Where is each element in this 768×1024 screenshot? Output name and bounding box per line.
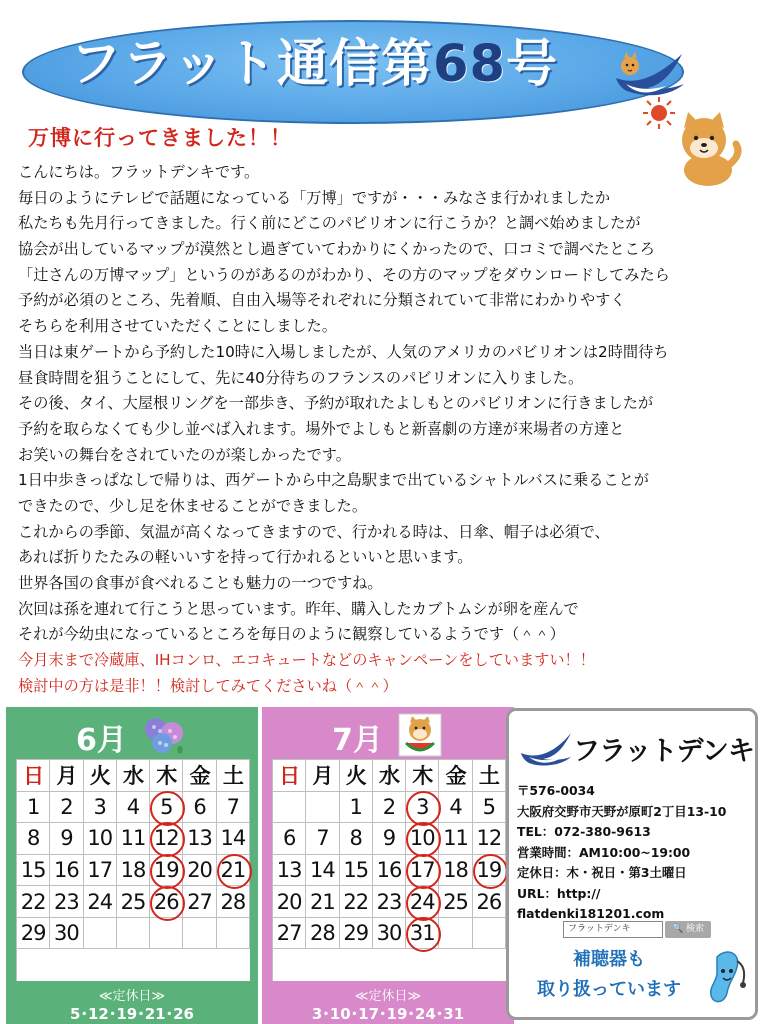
day-cell: 4: [117, 792, 150, 824]
day-cell: 26: [473, 886, 506, 918]
day-cell: 21: [306, 886, 339, 918]
article-body: [18, 160, 758, 699]
search-box: [563, 921, 713, 938]
article-line: 当日は東ゲートから予約した10時に入場しましたが、人気のアメリカのパビリオンは2時間待ち: [18, 342, 669, 361]
closed-day-cell: 10: [406, 823, 439, 855]
hearing-line: 取り扱っています: [537, 979, 681, 1000]
company-name: フラットデンキ: [573, 736, 754, 767]
day-cell: 17: [84, 855, 117, 887]
closed-day-cell: 21: [217, 855, 250, 887]
issue-number: 68: [432, 35, 506, 94]
article-line: 協会が出しているマップが漠然とし過ぎていてわかりにくかったので、口コミで調べたところ: [18, 240, 655, 259]
day-cell: 13: [183, 823, 216, 855]
article-line: こんにちは。フラットデンキです。: [18, 163, 260, 181]
month-label: 6月: [76, 723, 127, 758]
empty-day-cell: [183, 918, 216, 950]
hearing-line: 補聴器も: [573, 949, 645, 970]
day-cell: 3: [84, 792, 117, 824]
article-line: それが今幼虫になっているところを毎日のように観察しているようです（＾＾）: [18, 625, 565, 644]
day-cell: 15: [17, 855, 50, 887]
closed-day-cell: 3: [406, 792, 439, 824]
article-line: お笑いの舞台をされていたのが楽しかったです。: [18, 445, 351, 464]
newsletter-title: [70, 30, 630, 100]
company-details: [517, 781, 753, 925]
calendar-june: [6, 707, 258, 1024]
day-cell: 28: [217, 886, 250, 918]
weekday-header: 木: [406, 760, 439, 792]
day-cell: 29: [340, 918, 373, 950]
empty-day-cell: [306, 792, 339, 824]
postal-code: 〒576-0034: [517, 783, 595, 798]
title-suffix: 号: [505, 35, 558, 94]
title-prefix: フラット通信第: [70, 35, 433, 94]
article-line: 世界各国の食事が食べれることも魅力の一つですね。: [18, 574, 383, 592]
calendar-july: [262, 707, 514, 1024]
empty-day-cell: [273, 792, 306, 824]
article-line: その後、タイ、大屋根リングを一部歩き、予約が取れたよしもとのパビリオンに行きましたが: [18, 394, 654, 413]
closed-day-cell: 19: [150, 855, 183, 887]
month-label: 7月: [332, 723, 383, 758]
day-cell: 20: [183, 855, 216, 887]
article-line: あれば折りたたみの軽いいすを持って行かれるといいと思います。: [18, 548, 473, 567]
calendar-header: [6, 707, 258, 757]
empty-day-cell: [117, 918, 150, 950]
day-cell: 15: [340, 855, 373, 887]
day-cell: 22: [340, 886, 373, 918]
day-cell: 7: [217, 792, 250, 824]
day-cell: 5: [473, 792, 506, 824]
swallow-with-dog-icon: [612, 44, 686, 100]
day-cell: 29: [17, 918, 50, 950]
day-cell: 11: [439, 823, 472, 855]
article-line: できたので、少し足を休ませることができました。: [18, 496, 368, 515]
day-cell: 23: [50, 886, 83, 918]
closed-day-cell: 12: [150, 823, 183, 855]
weekday-header: 火: [340, 760, 373, 792]
weekday-header: 月: [50, 760, 83, 792]
calendar-header: [262, 707, 514, 757]
weekday-header: 火: [84, 760, 117, 792]
weekday-header: 月: [306, 760, 339, 792]
day-cell: 6: [183, 792, 216, 824]
holiday-label: ≪定休日≫: [98, 989, 166, 1004]
day-cell: 8: [17, 823, 50, 855]
flat-denki-logo: [519, 727, 755, 767]
address: 大阪府交野市天野が原町2丁目13-10: [517, 803, 727, 819]
article-line: 私たちも先月行ってきました。行く前にどこのパビリオンに行こうか？と調べ始めましたが: [18, 214, 641, 233]
day-cell: 8: [340, 823, 373, 855]
day-cell: 11: [117, 823, 150, 855]
day-cell: 27: [183, 886, 216, 918]
swallow-logo-icon: [519, 727, 573, 767]
hearing-aid-mascot-icon: [703, 947, 749, 1009]
day-cell: 30: [373, 918, 406, 950]
article-line: そちらを利用させていただくことにしました。: [18, 317, 337, 336]
day-cell: 25: [439, 886, 472, 918]
day-cell: 25: [117, 886, 150, 918]
closed-days: 定休日：木・祝日・第3土曜日: [517, 865, 687, 880]
day-cell: 7: [306, 823, 339, 855]
weekday-header: 金: [439, 760, 472, 792]
day-cell: 6: [273, 823, 306, 855]
day-cell: 20: [273, 886, 306, 918]
empty-day-cell: [150, 918, 183, 950]
campaign-line: 今月末まで冷蔵庫、IHコンロ、エコキュートなどのキャンペーンをしていますい！！: [18, 651, 595, 670]
calendar-grid: [16, 759, 250, 981]
closed-day-cell: 17: [406, 855, 439, 887]
article-line: 「辻さんの万博マップ」というのがあるのがわかり、その方のマップをダウンロードしてみたら: [18, 265, 670, 284]
holiday-dates: 3･10･17･19･24･31: [311, 1005, 465, 1023]
empty-day-cell: [439, 918, 472, 950]
weekday-header: 木: [150, 760, 183, 792]
day-cell: 22: [17, 886, 50, 918]
empty-day-cell: [84, 918, 117, 950]
article-heading: 万博に行ってきました！！: [28, 126, 292, 150]
holiday-label: ≪定休日≫: [354, 989, 422, 1004]
company-info-box: [506, 708, 758, 1020]
weekday-header: 土: [473, 760, 506, 792]
campaign-line: 検討中の方は是非！！検討してみてくださいね（＾＾）: [18, 676, 398, 695]
search-button[interactable]: 🔍 検索: [665, 921, 711, 938]
day-cell: 10: [84, 823, 117, 855]
day-cell: 28: [306, 918, 339, 950]
day-cell: 12: [473, 823, 506, 855]
day-cell: 18: [117, 855, 150, 887]
day-cell: 4: [439, 792, 472, 824]
weekday-header: 水: [373, 760, 406, 792]
calendar-grid: [272, 759, 506, 981]
weekday-header: 日: [273, 760, 306, 792]
article-line: 次回は孫を連れて行こうと思っています。昨年、購入したカブトムシが卵を産んで: [18, 599, 579, 618]
day-cell: 1: [17, 792, 50, 824]
day-cell: 2: [50, 792, 83, 824]
search-input[interactable]: フラットデンキ: [563, 921, 663, 938]
weekday-header: 土: [217, 760, 250, 792]
day-cell: 9: [373, 823, 406, 855]
day-cell: 9: [50, 823, 83, 855]
day-cell: 14: [306, 855, 339, 887]
url-label: URL：http://: [517, 885, 601, 901]
day-cell: 16: [50, 855, 83, 887]
url-domain: flatdenki181201.com: [517, 906, 665, 921]
business-hours: 営業時間：AM10:00~19:00: [517, 844, 691, 860]
phone: TEL：072-380-9613: [517, 824, 651, 839]
weekday-header: 金: [183, 760, 216, 792]
hearing-aid-notice: [519, 945, 699, 1005]
weekday-header: 水: [117, 760, 150, 792]
article-line: これからの季節、気温が高くなってきますので、行かれる時は、日傘、帽子は必須で、: [18, 522, 610, 541]
day-cell: 23: [373, 886, 406, 918]
closed-day-cell: 31: [406, 918, 439, 950]
article-line: 毎日のようにテレビで話題になっている「万博」ですが・・・みなさま行かれましたか: [18, 188, 611, 207]
day-cell: 13: [273, 855, 306, 887]
day-cell: 27: [273, 918, 306, 950]
holiday-dates: 5･12･19･21･26: [70, 1005, 194, 1023]
closed-day-cell: 24: [406, 886, 439, 918]
empty-day-cell: [473, 918, 506, 950]
day-cell: 30: [50, 918, 83, 950]
hydrangea-icon: [142, 713, 186, 757]
day-cell: 24: [84, 886, 117, 918]
article-line: 1日中歩きっぱなしで帰りは、西ゲートから中之島駅まで出ているシャトルバスに乗ることが: [18, 471, 649, 490]
day-cell: 16: [373, 855, 406, 887]
day-cell: 2: [373, 792, 406, 824]
day-cell: 18: [439, 855, 472, 887]
day-cell: 14: [217, 823, 250, 855]
dog-eating-watermelon-icon: [398, 713, 442, 757]
closed-day-cell: 5: [150, 792, 183, 824]
article-line: 予約が必須のところ、先着順、自由入場等それぞれに分類されていて非常にわかりやすく: [18, 291, 626, 310]
empty-day-cell: [217, 918, 250, 950]
article-line: 予約を取らなくても少し並べば入れます。場外でよしもと新喜劇の方達が来場者の方達と: [18, 419, 625, 438]
closed-day-cell: 19: [473, 855, 506, 887]
day-cell: 1: [340, 792, 373, 824]
article-line: 昼食時間を狙うことにして、先に40分待ちのフランスのパビリオンに入りました。: [18, 368, 584, 387]
weekday-header: 日: [17, 760, 50, 792]
closed-day-cell: 26: [150, 886, 183, 918]
